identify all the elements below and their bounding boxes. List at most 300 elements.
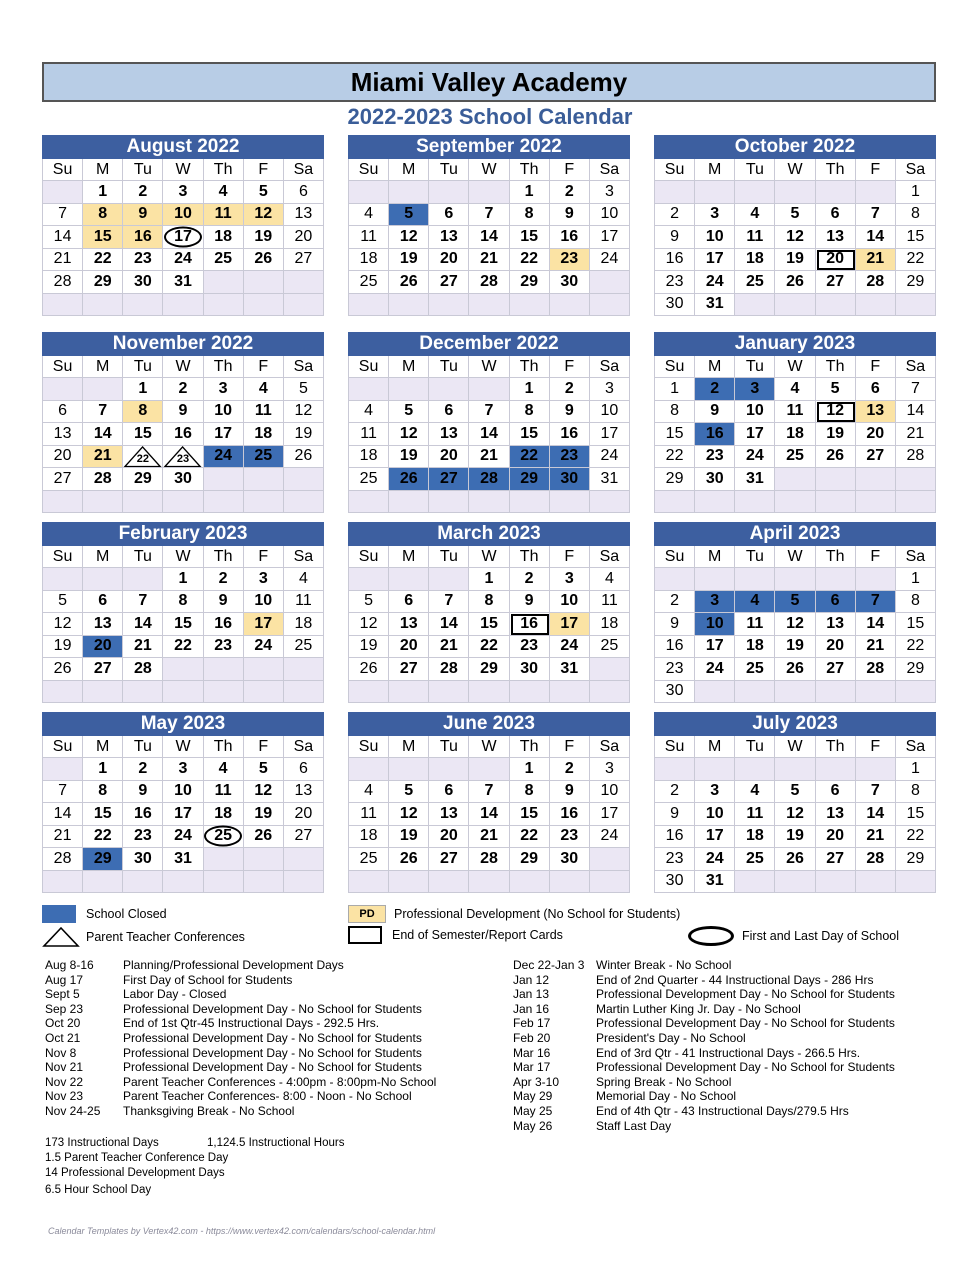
weekday-label: Th (204, 159, 244, 181)
weekday-label: W (775, 356, 815, 378)
day-number: 7 (870, 592, 880, 610)
month-calendar (348, 522, 630, 703)
day-number: 15 (480, 614, 498, 632)
empty-day-cell (816, 491, 856, 514)
day-cell (816, 423, 856, 446)
note-description: Professional Development Day - No School for Students (596, 1016, 895, 1031)
empty-day-cell (43, 681, 83, 704)
empty-day-cell (655, 491, 695, 514)
empty-day-cell (856, 491, 896, 514)
empty-day-cell (204, 681, 244, 704)
day-number: 24 (600, 827, 619, 845)
day-cell (655, 226, 695, 249)
legend-pd-label: Professional Development (No School for Students) (394, 907, 681, 921)
note-row (513, 1031, 895, 1046)
empty-day-cell (775, 468, 815, 491)
empty-day-cell (469, 681, 509, 704)
day-number: 24 (705, 272, 724, 290)
day-number: 10 (254, 592, 273, 610)
day-number: 7 (484, 205, 494, 223)
day-cell (389, 226, 429, 249)
day-cell (816, 204, 856, 227)
footer-credit: Calendar Templates by Vertex42.com - https://www.vertex42.com/calendars/school-calendar.html (48, 1226, 436, 1236)
day-number: 20 (93, 637, 112, 655)
note-description: End of 4th Qtr - 43 Instructional Days/279.5 Hrs (596, 1103, 849, 1118)
day-cell (123, 636, 163, 659)
month-title: February 2023 (42, 522, 324, 546)
day-number: 26 (294, 447, 313, 465)
months-grid (42, 135, 936, 895)
day-cell (695, 658, 735, 681)
weekday-label: Su (349, 356, 389, 378)
day-number: 23 (520, 637, 539, 655)
month-calendar (42, 712, 324, 893)
box-icon (348, 926, 382, 944)
day-number: 30 (705, 469, 724, 487)
weekday-label: W (775, 736, 815, 758)
empty-day-cell (856, 181, 896, 204)
weekday-label: Sa (896, 546, 936, 568)
day-number: 1 (670, 379, 680, 397)
day-number: 20 (826, 827, 845, 845)
day-cell (510, 591, 550, 614)
note-date: May 26 (513, 1118, 553, 1133)
day-number: 27 (294, 250, 313, 268)
day-cell (896, 636, 936, 659)
day-number: 28 (866, 272, 885, 290)
empty-day-cell (349, 871, 389, 894)
day-number: 30 (133, 849, 152, 867)
empty-day-cell (510, 491, 550, 514)
day-cell (816, 848, 856, 871)
day-cell (510, 423, 550, 446)
day-cell (550, 468, 590, 491)
day-number: 8 (524, 782, 534, 800)
day-cell (429, 781, 469, 804)
day-number: 11 (786, 402, 804, 420)
day-number: 23 (665, 272, 684, 290)
day-number: 16 (665, 637, 684, 655)
day-number: 8 (98, 782, 108, 800)
day-cell (896, 181, 936, 204)
day-number: 17 (600, 227, 619, 245)
day-number: 21 (480, 827, 498, 845)
note-description: Martin Luther King Jr. Day - No School (596, 1001, 801, 1016)
day-cell (510, 226, 550, 249)
day-cell (735, 271, 775, 294)
day-number: 5 (364, 592, 374, 610)
note-row (513, 1046, 895, 1061)
day-number: 23 (560, 447, 579, 465)
day-number: 27 (53, 469, 72, 487)
day-number: 11 (360, 227, 377, 245)
day-cell (389, 204, 429, 227)
empty-day-cell (244, 681, 284, 704)
day-number: 23 (665, 659, 684, 677)
day-cell (856, 781, 896, 804)
day-cell (349, 468, 389, 491)
empty-day-cell (349, 181, 389, 204)
day-number: 22 (906, 827, 925, 845)
day-number: 31 (705, 872, 724, 890)
day-number: 29 (665, 469, 684, 487)
day-number: 30 (560, 469, 579, 487)
day-cell (389, 423, 429, 446)
day-number: 17 (600, 804, 619, 822)
empty-day-cell (695, 181, 735, 204)
day-cell (429, 446, 469, 469)
day-cell (43, 423, 83, 446)
day-cell (735, 249, 775, 272)
day-cell (163, 401, 203, 424)
day-cell (735, 401, 775, 424)
day-number: 15 (93, 227, 112, 245)
day-cell (163, 636, 203, 659)
day-number: 25 (294, 637, 313, 655)
empty-day-cell (655, 181, 695, 204)
month-calendar (42, 522, 324, 703)
day-number: 16 (214, 614, 233, 632)
day-number: 24 (174, 250, 192, 268)
month-grid (42, 546, 324, 703)
day-cell (896, 226, 936, 249)
day-number: 4 (750, 592, 760, 610)
day-cell (83, 249, 123, 272)
day-number: 12 (399, 424, 418, 442)
empty-day-cell (204, 491, 244, 514)
day-cell (590, 249, 630, 272)
day-cell (896, 446, 936, 469)
day-number: 15 (93, 804, 112, 822)
note-date: Nov 24-25 (45, 1103, 101, 1118)
day-number: 29 (520, 849, 539, 867)
empty-day-cell (775, 568, 815, 591)
day-cell (775, 378, 815, 401)
day-number: 9 (524, 592, 534, 610)
day-cell (163, 591, 203, 614)
note-row (513, 1075, 895, 1090)
day-cell (204, 378, 244, 401)
weekday-label: M (389, 159, 429, 181)
day-number: 14 (906, 402, 925, 420)
empty-day-cell (163, 871, 203, 894)
day-number: 21 (866, 250, 885, 268)
day-number: 6 (830, 782, 840, 800)
day-number: 12 (786, 227, 804, 245)
day-number: 13 (826, 227, 845, 245)
day-cell (83, 468, 123, 491)
month-calendar (654, 712, 936, 893)
day-number: 26 (254, 827, 273, 845)
day-cell (735, 781, 775, 804)
empty-day-cell (163, 658, 203, 681)
day-cell (469, 613, 509, 636)
day-cell (284, 568, 324, 591)
day-cell (469, 591, 509, 614)
day-number: 24 (705, 659, 724, 677)
day-cell (284, 758, 324, 781)
weekday-label: Tu (123, 546, 163, 568)
day-number: 20 (439, 447, 458, 465)
day-number: 5 (58, 592, 68, 610)
day-number: 6 (444, 205, 454, 223)
weekday-label: Sa (896, 356, 936, 378)
day-number: 14 (53, 804, 72, 822)
month-calendar (348, 712, 630, 893)
day-number: 26 (786, 849, 804, 867)
day-cell (510, 468, 550, 491)
weekday-label: F (856, 356, 896, 378)
day-number: 2 (524, 569, 534, 587)
day-cell (856, 271, 896, 294)
day-number: 30 (665, 295, 684, 313)
day-cell (123, 226, 163, 249)
day-cell (775, 423, 815, 446)
day-cell (389, 271, 429, 294)
day-cell (590, 781, 630, 804)
day-number: 9 (670, 227, 680, 245)
note-date: Oct 20 (45, 1016, 81, 1031)
day-number: 6 (404, 592, 414, 610)
day-number: 27 (826, 849, 845, 867)
day-number: 13 (294, 205, 313, 223)
day-cell (590, 803, 630, 826)
day-number: 31 (174, 849, 192, 867)
day-number: 1 (910, 759, 920, 777)
day-number: 12 (786, 614, 804, 632)
empty-day-cell (123, 568, 163, 591)
day-cell (775, 781, 815, 804)
day-cell (816, 591, 856, 614)
day-cell (244, 803, 284, 826)
day-cell (856, 636, 896, 659)
day-cell (43, 249, 83, 272)
day-number: 6 (98, 592, 108, 610)
day-cell (123, 249, 163, 272)
day-number: 21 (133, 637, 152, 655)
empty-day-cell (284, 491, 324, 514)
empty-day-cell (83, 568, 123, 591)
day-cell (349, 613, 389, 636)
day-cell (163, 378, 203, 401)
day-cell (896, 826, 936, 849)
day-number: 9 (138, 782, 148, 800)
empty-day-cell (775, 294, 815, 317)
day-cell (550, 401, 590, 424)
day-cell (469, 826, 509, 849)
day-cell (284, 781, 324, 804)
day-number: 5 (258, 759, 268, 777)
day-cell (856, 378, 896, 401)
day-number: 18 (214, 804, 233, 822)
day-number: 23 (705, 447, 724, 465)
day-cell (284, 423, 324, 446)
day-cell (775, 249, 815, 272)
day-number: 2 (670, 205, 680, 223)
note-description: Parent Teacher Conferences- 8:00 - Noon - No School (123, 1089, 412, 1104)
empty-day-cell (550, 294, 590, 317)
weekday-label: Th (510, 736, 550, 758)
day-number: 25 (745, 659, 764, 677)
day-number: 22 (93, 250, 112, 268)
empty-day-cell (244, 468, 284, 491)
day-number: 6 (444, 402, 454, 420)
day-number: 25 (745, 272, 764, 290)
weekday-label: W (163, 356, 203, 378)
day-number: 25 (254, 447, 273, 465)
school-name: Miami Valley Academy (42, 62, 936, 102)
empty-day-cell (204, 871, 244, 894)
empty-day-cell (550, 491, 590, 514)
day-number: 20 (439, 250, 458, 268)
day-cell (284, 613, 324, 636)
day-cell (510, 636, 550, 659)
day-number: 17 (600, 424, 619, 442)
day-number: 7 (910, 379, 920, 397)
empty-day-cell (43, 491, 83, 514)
day-cell (43, 591, 83, 614)
day-number: 14 (866, 614, 885, 632)
day-cell (735, 803, 775, 826)
day-number: 23 (560, 250, 579, 268)
day-cell (775, 848, 815, 871)
day-number: 13 (826, 614, 845, 632)
day-cell (655, 871, 695, 894)
day-number: 7 (58, 205, 68, 223)
note-description: End of 3rd Qtr - 41 Instructional Days - 266.5 Hrs. (596, 1045, 861, 1060)
weekday-label: W (775, 159, 815, 181)
day-number: 29 (520, 272, 539, 290)
weekday-label: Tu (429, 736, 469, 758)
day-cell (123, 826, 163, 849)
day-number: 19 (399, 447, 418, 465)
day-cell (83, 826, 123, 849)
day-number: 12 (53, 614, 72, 632)
day-number: 16 (705, 424, 724, 442)
month-calendar (42, 135, 324, 316)
day-cell (775, 591, 815, 614)
day-number: 26 (254, 250, 273, 268)
pd-swatch: PD (348, 905, 386, 923)
note-description: Memorial Day - No School (596, 1089, 737, 1104)
day-number: 16 (560, 804, 579, 822)
day-number: 4 (790, 379, 800, 397)
note-date: Nov 22 (45, 1074, 84, 1089)
day-number: 27 (399, 659, 418, 677)
day-number: 11 (746, 804, 764, 822)
empty-day-cell (695, 758, 735, 781)
school-day-length: 6.5 Hour School Day (45, 1184, 152, 1196)
day-cell (695, 271, 735, 294)
day-cell (389, 613, 429, 636)
day-number: 2 (670, 782, 680, 800)
day-number: 14 (866, 227, 885, 245)
day-number: 3 (604, 182, 614, 200)
day-number: 20 (826, 250, 845, 268)
weekday-label: Tu (429, 546, 469, 568)
day-number: 16 (665, 827, 684, 845)
day-cell (163, 758, 203, 781)
weekday-label: Sa (284, 356, 324, 378)
day-cell (816, 271, 856, 294)
day-cell (123, 181, 163, 204)
day-number: 12 (294, 402, 313, 420)
weekday-label: W (469, 356, 509, 378)
day-number: 13 (399, 614, 418, 632)
day-cell (590, 826, 630, 849)
day-number: 11 (746, 614, 764, 632)
day-number: 16 (560, 227, 579, 245)
day-number: 21 (480, 447, 498, 465)
weekday-label: Sa (284, 159, 324, 181)
day-number: 24 (174, 827, 192, 845)
day-cell (163, 271, 203, 294)
day-number: 22 (906, 250, 925, 268)
day-cell (244, 781, 284, 804)
day-number: 5 (790, 782, 800, 800)
day-number: 10 (705, 804, 724, 822)
day-cell (775, 613, 815, 636)
day-cell (163, 568, 203, 591)
month-title: August 2022 (42, 135, 324, 159)
day-cell (550, 204, 590, 227)
day-cell (550, 423, 590, 446)
day-number: 5 (404, 782, 414, 800)
day-cell (429, 658, 469, 681)
weekday-label: W (163, 736, 203, 758)
weekday-label: Tu (429, 356, 469, 378)
legend-closed-label: School Closed (86, 907, 167, 921)
day-cell (163, 446, 203, 469)
day-number: 25 (359, 469, 378, 487)
empty-day-cell (43, 568, 83, 591)
day-number: 23 (665, 849, 684, 867)
day-number: 25 (786, 447, 804, 465)
day-number: 2 (138, 759, 148, 777)
day-cell (244, 204, 284, 227)
empty-day-cell (655, 758, 695, 781)
day-cell (284, 636, 324, 659)
weekday-label: Th (204, 736, 244, 758)
day-number: 26 (786, 659, 804, 677)
weekday-label: Su (43, 356, 83, 378)
day-cell (735, 848, 775, 871)
day-number: 22 (174, 637, 192, 655)
day-cell (123, 848, 163, 871)
day-number: 13 (294, 782, 313, 800)
weekday-label: M (695, 159, 735, 181)
day-cell (590, 423, 630, 446)
weekday-label: M (389, 356, 429, 378)
day-cell (695, 803, 735, 826)
day-number: 28 (866, 849, 885, 867)
day-cell (695, 848, 735, 871)
day-cell (856, 446, 896, 469)
note-description: Professional Development Day - No School for Students (123, 1001, 422, 1016)
empty-day-cell (469, 758, 509, 781)
day-number: 10 (600, 782, 619, 800)
empty-day-cell (896, 491, 936, 514)
day-cell (550, 271, 590, 294)
day-number: 20 (826, 637, 845, 655)
empty-day-cell (856, 568, 896, 591)
day-number: 8 (910, 592, 920, 610)
empty-day-cell (83, 378, 123, 401)
empty-day-cell (204, 294, 244, 317)
empty-day-cell (816, 871, 856, 894)
empty-day-cell (695, 568, 735, 591)
day-number: 19 (786, 827, 804, 845)
